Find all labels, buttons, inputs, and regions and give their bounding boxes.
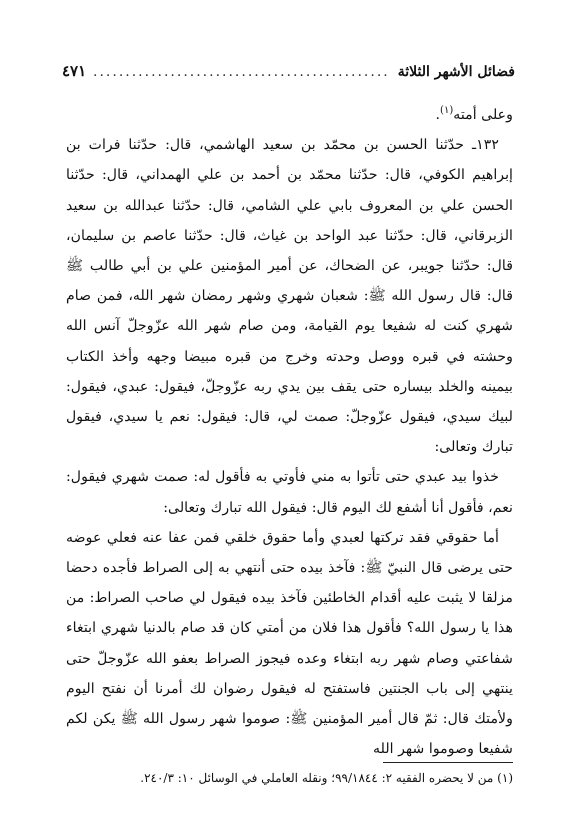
footnote-marker[interactable]: (١) [440, 105, 454, 116]
paragraph-continuation: وعلى أمته$^{(١)}$. [435, 105, 513, 123]
footnote: (١) من لا يحضره الفقيه ٢: ٩٩/١٨٤٤؛ ونقله العاملي في الوسائل ١٠: ٢٤٠/٣. [140, 771, 513, 785]
paragraph-2: خذوا بيد عبدي حتى تأتوا به مني فأوتي به فأقول له: صمت شهري فيقول: نعم، فأقول أنا أشفع لك اليوم قال: فيقول الله تبارك وتعالى: [66, 469, 513, 516]
footnote-divider [383, 762, 513, 763]
hadith-132-paragraph: ١٣٢ـ حدّثنا الحسن بن محمّد بن سعيد الهاشمي، قال: حدّثنا فرات بن إبراهيم الكوفي، قال: حدّثنا محمّد بن أحمد بن علي الهمداني، قال: حدّثنا الحسن علي بن المعروف بابي علي الشامي، قال: حدّثنا عبدالله بن سعيد الزبرقاني، قال: حدّثنا عبد الواحد بن غياث، قال: حدّثنا عاصم بن سليمان، قال: حدّثنا جويبر، عن الضحاك، عن أمير المؤمنين علي بن أبي طالب ﷺ قال: قال رسول الله ﷺ: شعبان شهري وشهر رمضان شهر الله، فمن صام شهري كنت له شفيعا يوم القيامة، ومن صام شهر الله عزّوجلّ آنس الله وحشته في قبره ووصل وحدته وخرج من قبره مبيضا وجهه وأخذ الكتاب بيمينه والخلد بيساره حتى يقف بين يدي ربه عزّوجلّ، فيقول: عبدي، فيقول: لبيك سيدي، فيقول عزّوجلّ: صمت لي، قال: فيقول: نعم يا سيدي، فيقول تبارك وتعالى: [66, 137, 513, 456]
page-number: ٤٧١ [62, 62, 87, 80]
running-header [62, 62, 515, 84]
header-leader-dots [94, 64, 390, 80]
paragraph-3: أما حقوقي فقد تركتها لعبدي وأما حقوق خلقي فمن عفا عنه فعلي عوضه حتى يرضى قال النبيّ ﷺ: فآخذ بيده حتى أنتهي به إلى الصراط فأجده دحضا مزلقا لا يثبت عليه أقدام الخاطئين فآخذ بيده فيقول لي صاحب الصراط: من هذا يا رسول الله؟ فأقول هذا فلان من أمتي كان قد صام بالدنيا شهري ابتغاء شفاعتي وصام شهر ربه ابتغاء وعده فيجوز الصراط بعفو الله عزّوجلّ حتى ينتهي إلى باب الجنتين فاستفتح له فيقول رضوان لك أمرنا أن نفتح اليوم ولأمتك قال: ثمّ قال أمير المؤمنين ﷺ: صوموا شهر رسول الله ﷺ يكن لكم شفيعا وصوموا شهر الله [66, 529, 513, 758]
book-section-title: فضائل الأشهر الثلاثة [397, 64, 515, 80]
main-text [66, 96, 513, 764]
